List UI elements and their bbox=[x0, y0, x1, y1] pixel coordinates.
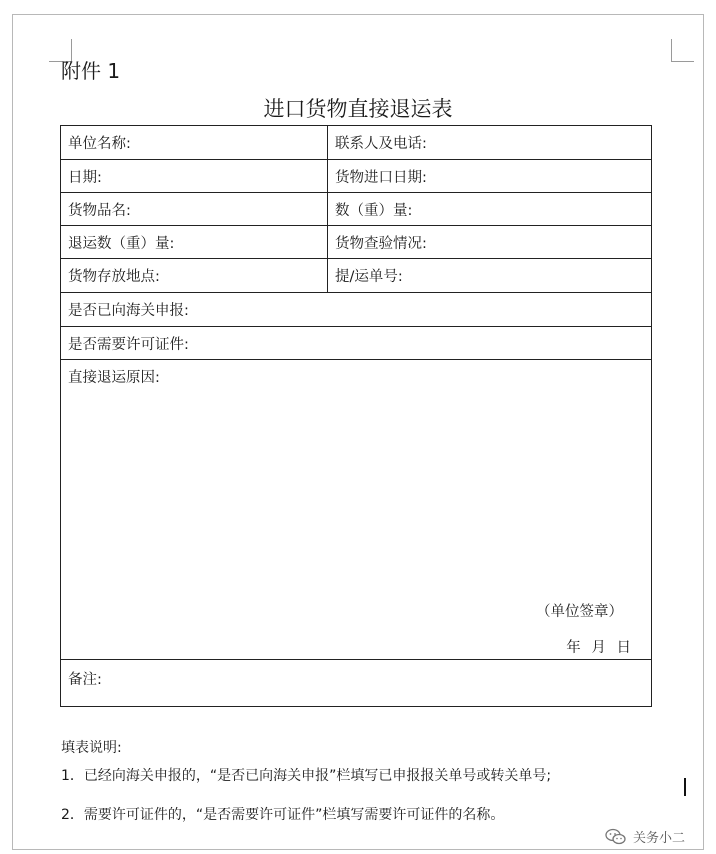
bill-of-lading-field[interactable]: 提/运单号: bbox=[335, 269, 403, 285]
inspection-status-field[interactable]: 货物查验情况: bbox=[335, 235, 427, 252]
table-row bbox=[61, 226, 651, 259]
return-reason-label: 直接退运原因: bbox=[68, 370, 160, 386]
table-row bbox=[61, 160, 651, 193]
remarks-label: 备注: bbox=[68, 672, 102, 688]
contact-phone-field[interactable]: 联系人及电话: bbox=[335, 136, 427, 152]
table-row bbox=[61, 259, 651, 293]
instructions-heading: 填表说明: bbox=[61, 740, 122, 756]
date-field[interactable]: 日期: bbox=[61, 160, 328, 192]
table-row bbox=[61, 193, 651, 226]
table-row bbox=[61, 327, 651, 360]
attachment-label: 附件 1 bbox=[61, 59, 121, 83]
form-title: 进口货物直接退运表 bbox=[263, 97, 453, 121]
signature-date-label: 年 月 日 bbox=[566, 640, 631, 656]
return-reason-section[interactable] bbox=[61, 360, 651, 660]
wechat-icon bbox=[605, 828, 627, 846]
storage-location-field[interactable]: 货物存放地点: bbox=[61, 259, 328, 292]
goods-name-field[interactable]: 货物品名: bbox=[61, 193, 328, 225]
unit-seal-label: （单位签章） bbox=[536, 604, 623, 620]
table-row bbox=[61, 293, 651, 327]
watermark bbox=[605, 827, 685, 846]
remarks-section[interactable] bbox=[61, 660, 651, 706]
unit-name-field[interactable]: 单位名称: bbox=[61, 126, 328, 159]
return-quantity-field[interactable]: 退运数（重）量: bbox=[61, 226, 328, 258]
table-row bbox=[61, 126, 651, 160]
quantity-weight-field[interactable]: 数（重）量: bbox=[335, 202, 413, 219]
document-page bbox=[12, 14, 704, 850]
crop-mark-top-right bbox=[671, 39, 694, 62]
license-required-field[interactable]: 是否需要许可证件: bbox=[68, 336, 189, 353]
watermark-text: 关务小二 bbox=[633, 831, 686, 846]
instruction-item: 2．需要许可证件的，“是否需要许可证件”栏填写需要许可证件的名称。 bbox=[61, 807, 505, 823]
import-date-field[interactable]: 货物进口日期: bbox=[335, 169, 427, 186]
text-cursor bbox=[684, 778, 686, 796]
instruction-item: 1．已经向海关申报的，“是否已向海关申报”栏填写已申报报关单号或转关单号; bbox=[61, 768, 552, 784]
return-form-table bbox=[60, 125, 652, 707]
customs-declared-field[interactable]: 是否已向海关申报: bbox=[68, 303, 189, 319]
